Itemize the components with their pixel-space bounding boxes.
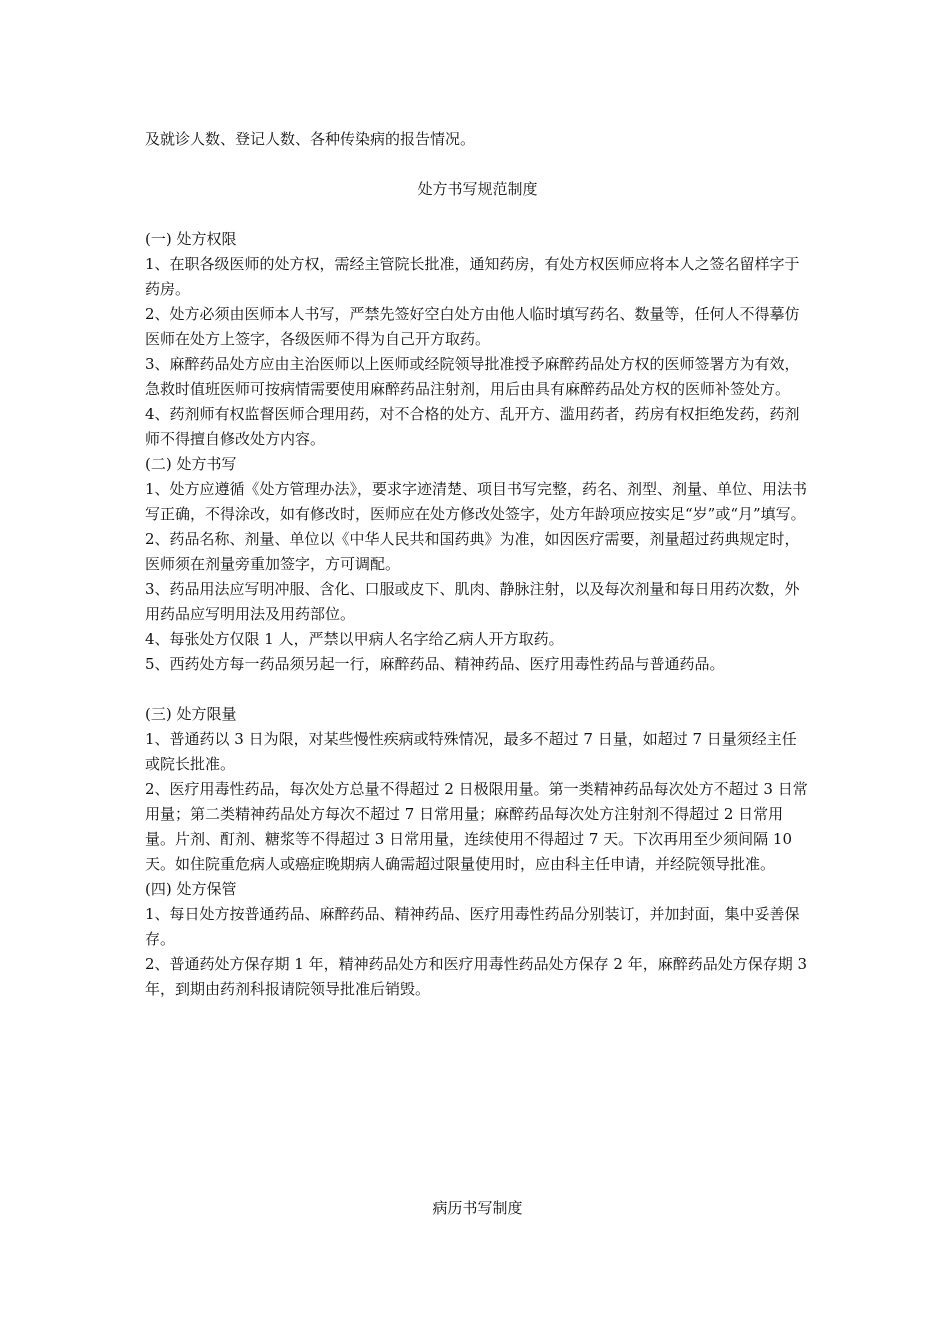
section-heading: (一) 处方权限 xyxy=(145,230,237,248)
list-item: 2、医疗用毒性药品，每次处方总量不得超过 2 日极限用量。第一类精神药品每次处方不超过 3 日常用量；第二类精神药品处方每次不超过 7 日常用量；麻醉药品每次处方注射剂不得超过 2 日常用量。片剂、酊剂、糖浆等不得超过 3 日常用量，连续使用不得超过 7 天。下次再用至少须间隔 10 天。如住院重危病人或癌症晚期病人确需超过限量使用时，应由科主任申请，并经院领导批准。 xyxy=(145,780,808,873)
list-item: 4、药剂师有权监督医师合理用药，对不合格的处方、乱开方、滥用药者，药房有权拒绝发药，药剂师不得擅自修改处方内容。 xyxy=(145,405,800,448)
list-item: 2、处方必须由医师本人书写，严禁先签好空白处方由他人临时填写药名、数量等，任何人不得摹仿医师在处方上签字，各级医师不得为自己开方取药。 xyxy=(145,305,800,348)
list-item: 3、麻醉药品处方应由主治医师以上医师或经院领导批准授予麻醉药品处方权的医师签署方为有效，急救时值班医师可按病情需要使用麻醉药品注射剂，用后由具有麻醉药品处方权的医师补签处方。 xyxy=(145,355,800,398)
section-heading: (三) 处方限量 xyxy=(145,705,237,723)
paragraph-gap xyxy=(145,677,810,702)
document-title: 处方书写规范制度 xyxy=(417,180,538,198)
list-item: 5、西药处方每一药品须另起一行，麻醉药品、精神药品、医疗用毒性药品与普通药品。 xyxy=(145,655,725,673)
list-item: 3、药品用法应写明冲服、含化、口服或皮下、肌肉、静脉注射，以及每次剂量和每日用药次数，外用药品应写明用法及用药部位。 xyxy=(145,580,800,623)
section-heading: (二) 处方书写 xyxy=(145,455,237,473)
list-item: 2、药品名称、剂量、单位以《中华人民共和国药典》为准，如因医疗需要，剂量超过药典规定时，医师须在剂量旁重加签字，方可调配。 xyxy=(145,530,800,573)
list-item: 1、在职各级医师的处方权，需经主管院长批准，通知药房，有处方权医师应将本人之签名留样字于药房。 xyxy=(145,255,800,298)
document-body xyxy=(145,127,810,1002)
list-item: 2、普通药处方保存期 1 年，精神药品处方和医疗用毒性药品处方保存 2 年，麻醉药品处方保存期 3 年，到期由药剂科报请院领导批准后销毁。 xyxy=(145,955,808,998)
intro-line: 及就诊人数、登记人数、各种传染病的报告情况。 xyxy=(145,130,476,148)
list-item: 1、每日处方按普通药品、麻醉药品、精神药品、医疗用毒性药品分别装订，并加封面，集中妥善保存。 xyxy=(145,905,800,948)
section-heading: (四) 处方保管 xyxy=(145,880,237,898)
list-item: 1、普通药以 3 日为限，对某些慢性疾病或特殊情况，最多不超过 7 日量，如超过 7 日量须经主任或院长批准。 xyxy=(145,730,797,773)
list-item: 4、每张处方仅限 1 人，严禁以甲病人名字给乙病人开方取药。 xyxy=(145,630,564,648)
list-item: 1、处方应遵循《处方管理办法》，要求字迹清楚、项目书写完整，药名、剂型、剂量、单位、用法书写正确，不得涂改，如有修改时，医师应在处方修改处签字，处方年龄项应按实足“岁”或“月”填写。 xyxy=(145,480,808,523)
next-section-title: 病历书写制度 xyxy=(432,1199,523,1217)
